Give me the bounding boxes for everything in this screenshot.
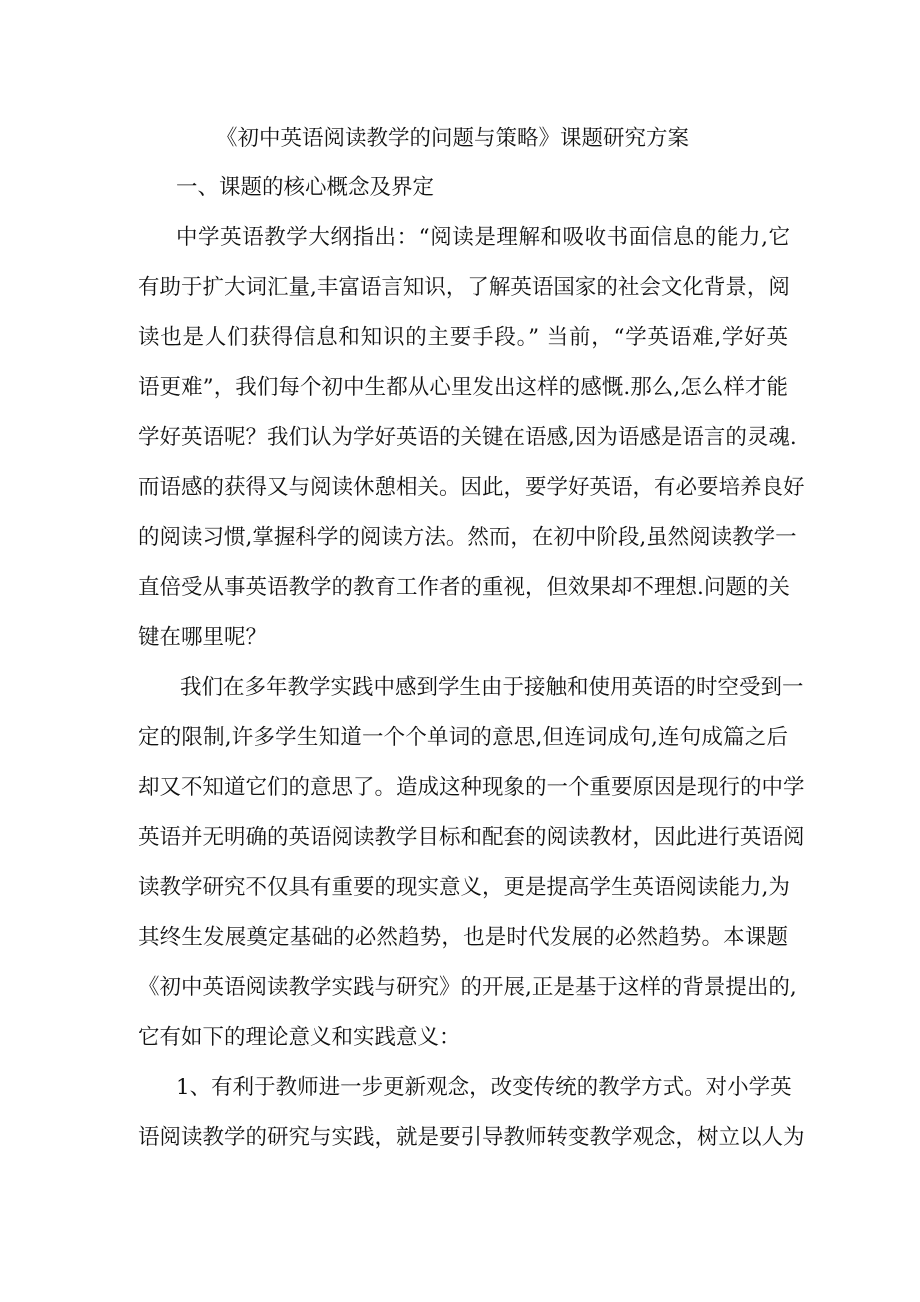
paragraph-line: 直倍受从事英语教学的教育工作者的重视，但效果却不理想.问题的关 (138, 575, 790, 600)
paragraph-line: 中学英语教学大纲指出：“阅读是理解和吸收书面信息的能力,它 (176, 225, 790, 250)
document-title: 《初中英语阅读教学的问题与策略》课题研究方案 (216, 126, 690, 151)
paragraph-line: 有助于扩大词汇量,丰富语言知识，了解英语国家的社会文化背景，阅 (138, 275, 790, 300)
paragraph-line: 却又不知道它们的意思了。造成这种现象的一个重要原因是现行的中学 (138, 775, 805, 800)
paragraph-line: 它有如下的理论意义和实践意义： (138, 1025, 461, 1050)
paragraph-line: 读教学研究不仅具有重要的现实意义，更是提高学生英语阅读能力,为 (138, 875, 790, 900)
section-heading: 一、课题的核心概念及界定 (176, 175, 435, 200)
paragraph-line: 读也是人们获得信息和知识的主要手段。” 当前，“学英语难,学好英 (138, 325, 788, 350)
paragraph-line: 我们在多年教学实践中感到学生由于接触和使用英语的时空受到一 (180, 675, 804, 700)
paragraph-line: 《初中英语阅读教学实践与研究》的开展,正是基于这样的背景提出的, (138, 975, 797, 1000)
paragraph-line: 学好英语呢？我们认为学好英语的关键在语感,因为语感是语言的灵魂. (138, 425, 797, 450)
paragraph-line: 定的限制,许多学生知道一个个单词的意思,但连词成句,连句成篇之后 (138, 725, 788, 750)
paragraph-line: 语更难”，我们每个初中生都从心里发出这样的感慨.那么,怎么样才能 (138, 375, 788, 400)
paragraph-line: 键在哪里呢？ (138, 625, 268, 650)
paragraph-line: 的阅读习惯,掌握科学的阅读方法。然而，在初中阶段,虽然阅读教学一 (138, 525, 797, 550)
paragraph-line: 英语并无明确的英语阅读教学目标和配套的阅读教材，因此进行英语阅 (138, 825, 805, 850)
paragraph-line: 语阅读教学的研究与实践，就是要引导教师转变教学观念，树立以人为 (138, 1125, 805, 1150)
paragraph-line: 1、有利于教师进一步更新观念，改变传统的教学方式。对小学英 (176, 1075, 792, 1100)
paragraph-line: 其终生发展奠定基础的必然趋势，也是时代发展的必然趋势。本课题 (138, 925, 788, 950)
paragraph-line: 而语感的获得又与阅读休憩相关。因此，要学好英语，有必要培养良好 (138, 475, 805, 500)
